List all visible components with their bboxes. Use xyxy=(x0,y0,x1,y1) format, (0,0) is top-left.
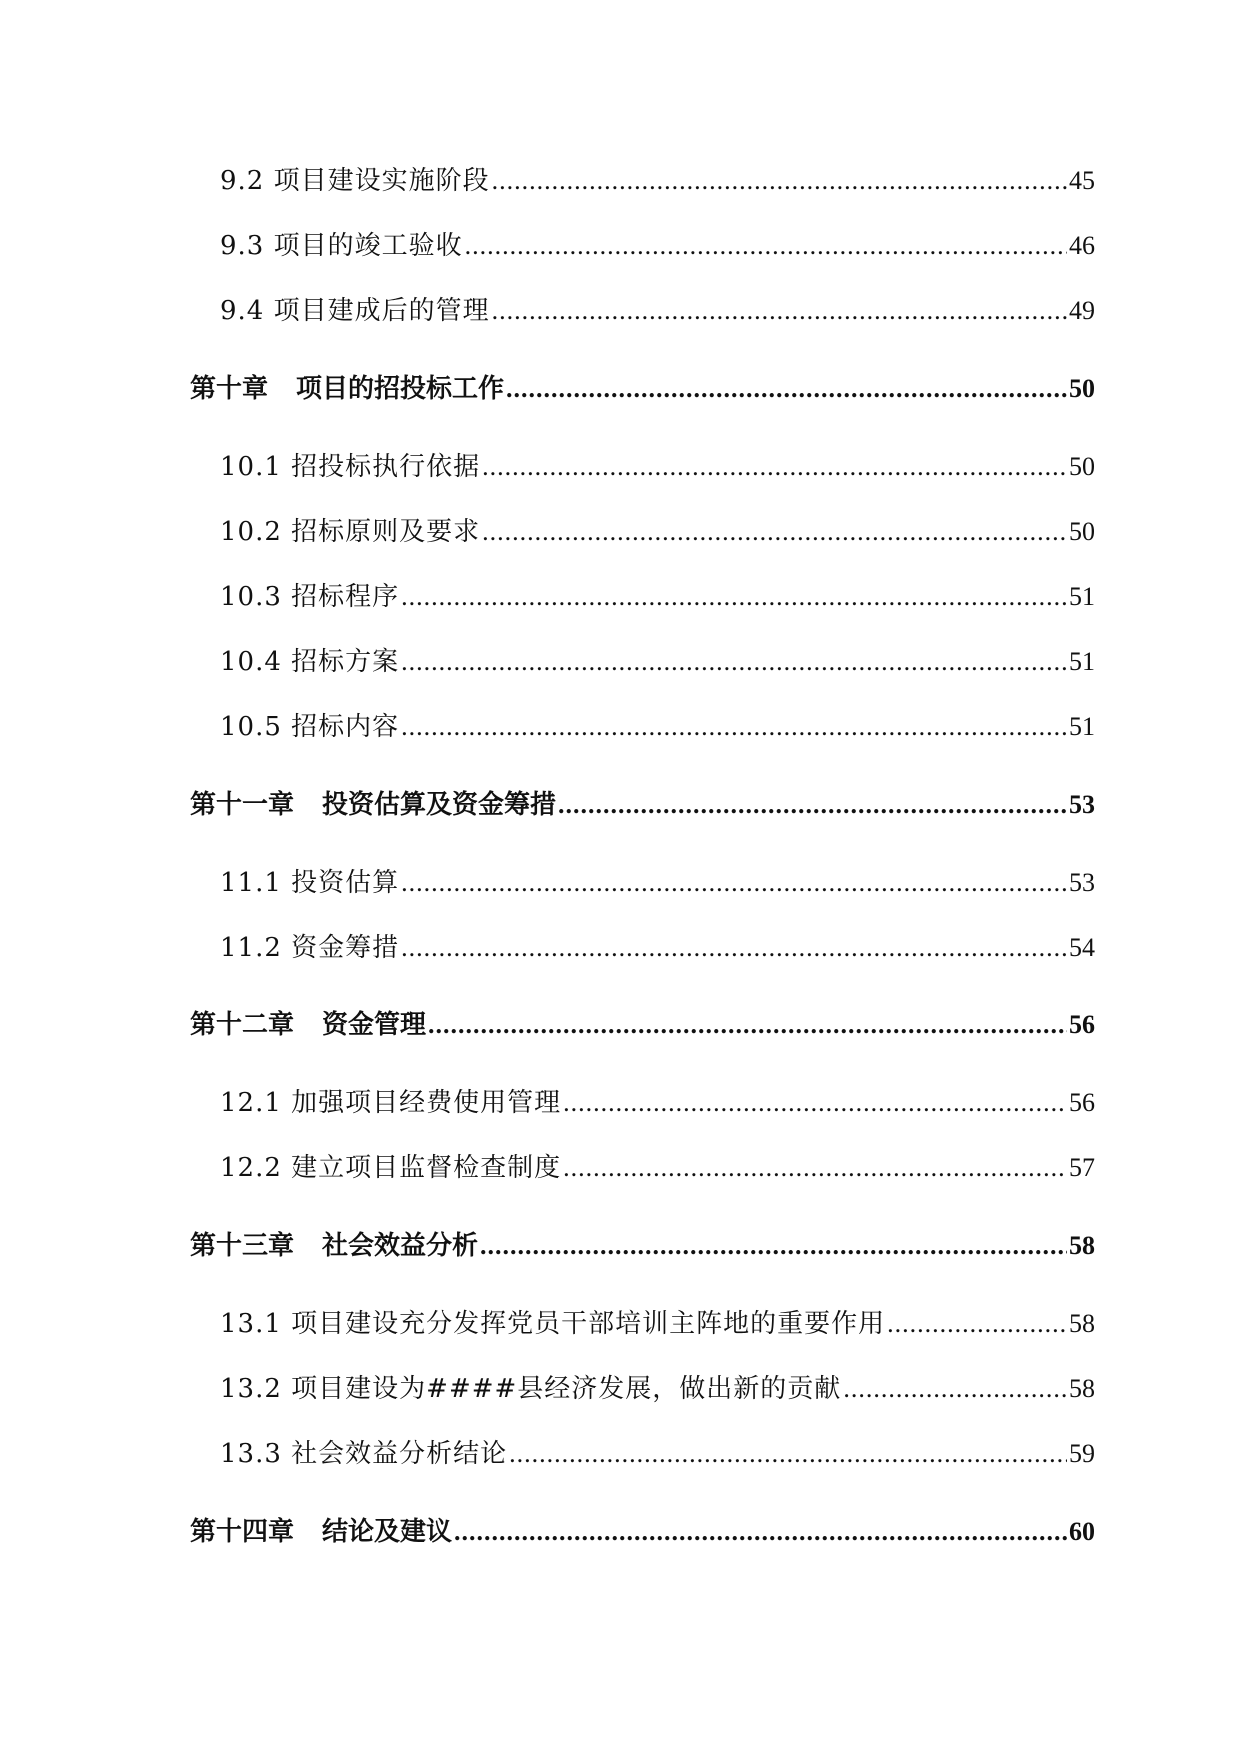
dot-leader xyxy=(401,647,1067,677)
toc-chapter-label: 第十三章 社会效益分析 xyxy=(190,1231,479,1261)
dot-leader xyxy=(492,166,1067,196)
toc-entry-label: 11.2 资金筹措 xyxy=(220,933,400,963)
toc-page-number: 51 xyxy=(1069,647,1095,676)
toc-entry-9-4[interactable] xyxy=(220,290,1095,327)
dot-leader xyxy=(887,1309,1067,1339)
toc-entry-10-3[interactable] xyxy=(220,576,1095,613)
toc-page-number: 45 xyxy=(1069,166,1095,195)
dot-leader xyxy=(428,1010,1067,1040)
toc-entry-9-2[interactable] xyxy=(220,160,1095,197)
toc-entry-label: 12.1 加强项目经费使用管理 xyxy=(220,1088,562,1118)
toc-entry-label: 9.3 项目的竣工验收 xyxy=(220,231,463,261)
toc-entry-label: 10.3 招标程序 xyxy=(220,582,400,612)
toc-entry-10-1[interactable] xyxy=(220,446,1095,483)
toc-page-number: 59 xyxy=(1069,1439,1095,1468)
toc-chapter-label: 第十四章 结论及建议 xyxy=(190,1517,453,1547)
dot-leader xyxy=(843,1374,1067,1404)
toc-entry-10-4[interactable] xyxy=(220,641,1095,678)
toc-chapter-10[interactable] xyxy=(190,368,1095,405)
toc-page-number: 50 xyxy=(1069,374,1095,403)
toc-entry-9-3[interactable] xyxy=(220,225,1095,262)
dot-leader xyxy=(401,868,1067,898)
toc-entry-label: 10.5 招标内容 xyxy=(220,712,400,742)
dot-leader xyxy=(401,933,1067,963)
toc-entry-label: 12.2 建立项目监督检查制度 xyxy=(220,1153,562,1183)
toc-page-number: 51 xyxy=(1069,712,1095,741)
dot-leader xyxy=(401,582,1067,612)
toc-entry-label: 9.2 项目建设实施阶段 xyxy=(220,166,490,196)
dot-leader xyxy=(480,1231,1067,1261)
dot-leader xyxy=(509,1439,1067,1469)
dot-leader xyxy=(492,296,1067,326)
toc-entry-label: 10.2 招标原则及要求 xyxy=(220,517,481,547)
toc-page-number: 54 xyxy=(1069,933,1095,962)
toc-entry-label: 10.4 招标方案 xyxy=(220,647,400,677)
toc-page-number: 56 xyxy=(1069,1088,1095,1117)
toc-page-number: 56 xyxy=(1069,1010,1095,1039)
dot-leader xyxy=(482,452,1067,482)
toc-chapter-label: 第十一章 投资估算及资金筹措 xyxy=(190,790,557,820)
toc-entry-label: 13.2 项目建设为####县经济发展，做出新的贡献 xyxy=(220,1374,842,1404)
toc-page-number: 58 xyxy=(1069,1309,1095,1338)
dot-leader xyxy=(401,712,1067,742)
dot-leader xyxy=(563,1153,1067,1183)
toc-page-number: 49 xyxy=(1069,296,1095,325)
dot-leader xyxy=(482,517,1067,547)
toc-entry-12-1[interactable] xyxy=(220,1082,1095,1119)
toc-entry-10-5[interactable] xyxy=(220,706,1095,743)
toc-entry-label: 13.1 项目建设充分发挥党员干部培训主阵地的重要作用 xyxy=(220,1309,886,1339)
toc-page-number: 58 xyxy=(1069,1374,1095,1403)
toc-page-number: 51 xyxy=(1069,582,1095,611)
toc-entry-11-1[interactable] xyxy=(220,862,1095,899)
toc-page-number: 50 xyxy=(1069,452,1095,481)
toc-chapter-13[interactable] xyxy=(190,1225,1095,1262)
toc-page-number: 46 xyxy=(1069,231,1095,260)
toc-entry-13-1[interactable] xyxy=(220,1303,1095,1340)
toc-page-number: 60 xyxy=(1069,1517,1095,1546)
dot-leader xyxy=(506,374,1067,404)
toc-entry-label: 10.1 招投标执行依据 xyxy=(220,452,481,482)
dot-leader xyxy=(558,790,1067,820)
toc-page-number: 53 xyxy=(1069,868,1095,897)
toc-chapter-label: 第十章 项目的招投标工作 xyxy=(190,374,505,404)
toc-entry-12-2[interactable] xyxy=(220,1147,1095,1184)
toc-page-number: 50 xyxy=(1069,517,1095,546)
toc-entry-13-3[interactable] xyxy=(220,1433,1095,1470)
toc-page-number: 58 xyxy=(1069,1231,1095,1260)
toc-page-number: 53 xyxy=(1069,790,1095,819)
toc-entry-11-2[interactable] xyxy=(220,927,1095,964)
toc-page-number: 57 xyxy=(1069,1153,1095,1182)
toc-entry-label: 13.3 社会效益分析结论 xyxy=(220,1439,508,1469)
toc-entry-label: 9.4 项目建成后的管理 xyxy=(220,296,490,326)
toc-chapter-12[interactable] xyxy=(190,1004,1095,1041)
dot-leader xyxy=(454,1517,1067,1547)
toc-chapter-11[interactable] xyxy=(190,784,1095,821)
toc-entry-10-2[interactable] xyxy=(220,511,1095,548)
dot-leader xyxy=(465,231,1067,261)
toc-entry-13-2[interactable] xyxy=(220,1368,1095,1405)
toc-entry-label: 11.1 投资估算 xyxy=(220,868,400,898)
dot-leader xyxy=(563,1088,1067,1118)
toc-chapter-label: 第十二章 资金管理 xyxy=(190,1010,427,1040)
toc-chapter-14[interactable] xyxy=(190,1511,1095,1548)
